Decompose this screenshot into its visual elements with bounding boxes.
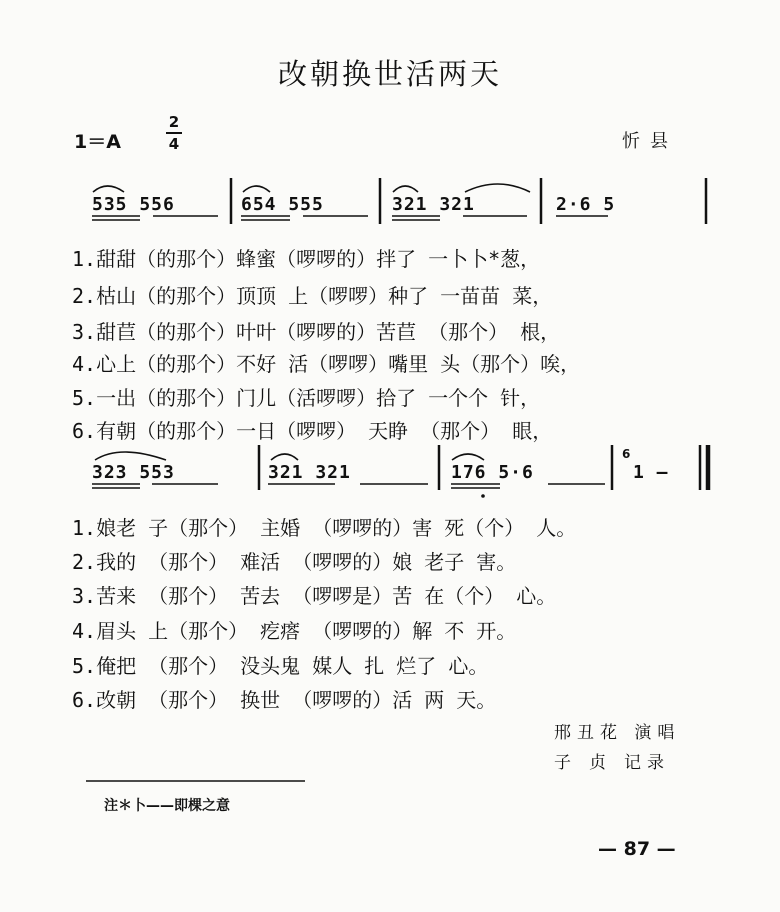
tie-arc — [393, 186, 418, 192]
lyric-line: 5.一出（的那个）门儿（活啰啰）拾了 一个个 针， — [72, 386, 541, 410]
recorder-name: 子贞 — [554, 753, 624, 773]
tie-arc — [243, 186, 270, 192]
tie-arc — [93, 186, 124, 192]
footnote: 注＊卜——即棵之意 — [104, 798, 230, 814]
recorder-credit — [554, 748, 670, 773]
lyric-line: 2.枯山（的那个）顶顶 上（啰啰）种了 一苗苗 菜， — [72, 284, 553, 308]
key-signature: 1＝A — [74, 131, 121, 153]
lyric-line: 6.有朝（的那个）一日（啰啰） 天睁 （那个） 眼， — [72, 419, 553, 443]
song-title: 改朝换世活两天 — [277, 57, 502, 91]
measure: 654 555 — [241, 194, 324, 215]
tie-arc — [452, 454, 484, 460]
measure: 535 556 — [92, 194, 175, 215]
time-signature-bottom: 4 — [168, 135, 180, 153]
low-octave-dot — [481, 494, 485, 498]
tie-arc — [271, 454, 298, 460]
measure: 321 321 — [268, 462, 351, 483]
measure: 1 — — [633, 462, 669, 483]
time-signature-top: 2 — [168, 113, 180, 131]
lyric-line: 3.甜苣（的那个）叶叶（啰啰的）苦苣 （那个） 根， — [72, 320, 561, 344]
tie-arc — [465, 184, 530, 192]
measure: 2·6 5 — [556, 194, 616, 215]
lyric-line: 1.娘老 子（那个） 主婚 （啰啰的）害 死（个） 人。 — [72, 516, 577, 540]
lyric-line: 4.眉头 上（那个） 疙瘩 （啰啰的）解 不 开。 — [72, 619, 517, 643]
tie-arc — [95, 452, 166, 460]
grace-note: 6 — [622, 447, 631, 461]
recorder-role: 记录 — [624, 753, 670, 773]
origin-location: 忻县 — [622, 131, 678, 152]
lyric-line: 5.俺把 （那个） 没头鬼 媒人 扎 烂了 心。 — [72, 654, 489, 678]
lyric-line: 2.我的 （那个） 难活 （啰啰的）娘 老子 害。 — [72, 550, 517, 574]
lyric-line: 1.甜甜（的那个）蜂蜜（啰啰的）拌了 一卜卜*葱， — [72, 247, 541, 271]
singer-credit — [554, 718, 680, 743]
page-number: — 87 — — [598, 838, 676, 860]
singer-name: 邢丑花 — [554, 723, 623, 743]
measure: 323 553 — [92, 462, 175, 483]
measure: 176 5·6 — [451, 462, 534, 483]
lyric-line: 3.苦来 （那个） 苦去 （啰啰是）苦 在（个） 心。 — [72, 584, 557, 608]
lyric-line: 6.改朝 （那个） 换世 （啰啰的）活 两 天。 — [72, 688, 497, 712]
singer-role: 演唱 — [634, 723, 681, 743]
time-signature — [166, 113, 182, 153]
lyric-line: 4.心上（的那个）不好 活（啰啰）嘴里 头（那个）唉， — [72, 352, 581, 376]
measure: 321 321 — [392, 194, 475, 215]
